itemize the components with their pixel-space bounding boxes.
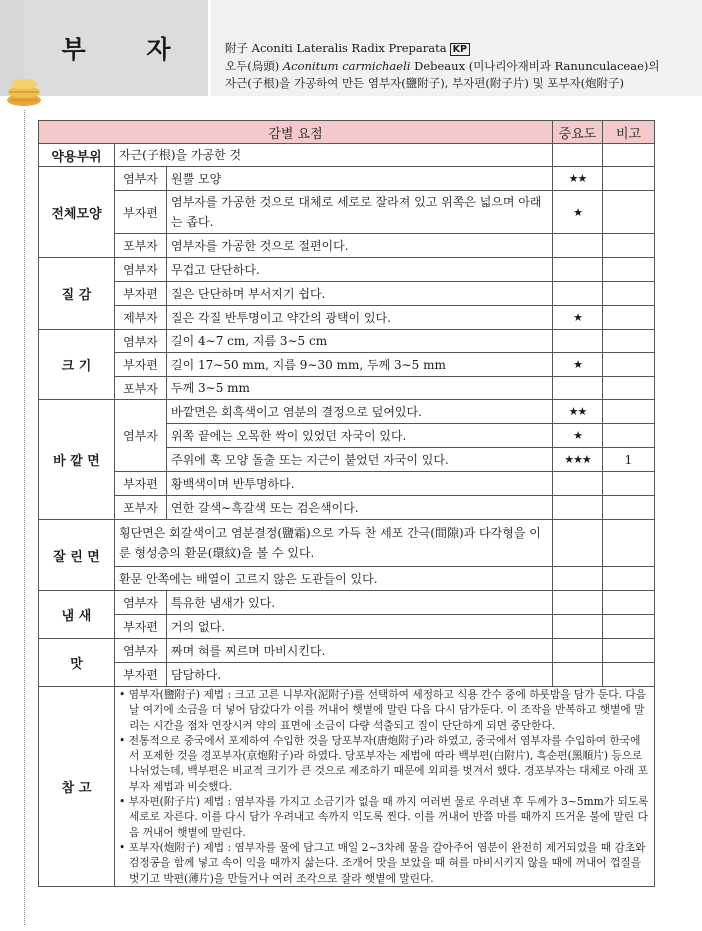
remark-cell: [603, 639, 655, 663]
description-cell: 길이 17∼50 mm, 지름 9∼30 mm, 두께 3∼5 mm: [167, 353, 553, 377]
remark-cell: [603, 424, 655, 448]
subtype-cell: 부자편: [115, 615, 167, 639]
subtype-cell: 염부자: [115, 167, 167, 191]
importance-cell: [553, 639, 603, 663]
subtype-cell: 부자편: [115, 282, 167, 306]
table-row: [39, 567, 655, 591]
margin-dotted-line: [24, 110, 25, 925]
remark-cell: [603, 234, 655, 258]
species-name: Aconitum carmichaeli: [282, 59, 411, 73]
remark-cell: [603, 282, 655, 306]
remark-cell: [603, 167, 655, 191]
table-row: [39, 615, 655, 639]
remark-cell: [603, 258, 655, 282]
remark-cell: [603, 520, 655, 567]
subtype-cell: 염부자: [115, 591, 167, 615]
table-row: [39, 330, 655, 353]
table-row: [39, 306, 655, 330]
remark-cell: [603, 191, 655, 234]
importance-cell: ★★: [553, 167, 603, 191]
remark-cell: [603, 400, 655, 424]
reference-bullet: • 염부자(鹽附子) 제법 : 크고 고른 니부자(泥附子)를 선택하여 세정하고 식용 간수 중에 하룻밤을 담가 둔다. 다음 날 여기에 소금을 더 넣어 담갔다가 이를 꺼내어 햇볕에 말린 다음 다시 담가둔다. 이 조작을 반복하고 햇볕에 말리는 시간을 점차 연장시켜 약의 표면에 소금이 다량 석출되고 질이 단단하게 되면 중단한다.: [119, 688, 647, 732]
subtype-cell: 포부자: [115, 377, 167, 400]
description-cell: 염부자를 가공한 것으로 대체로 세로로 잘라져 있고 위쪽은 넓으며 아래는 좁다.: [167, 191, 553, 234]
importance-cell: [553, 472, 603, 496]
identification-table: [38, 120, 655, 887]
remark-cell: [603, 615, 655, 639]
description-cell: 질은 각질 반투명이고 약간의 광택이 있다.: [167, 306, 553, 330]
subtype-cell: 제부자: [115, 306, 167, 330]
description-cell: 주위에 혹 모양 돌출 또는 지근이 붙었던 자국이 있다.: [167, 448, 553, 472]
description-cell: 위쪽 끝에는 오목한 싹이 있었던 자국이 있다.: [167, 424, 553, 448]
importance-cell: ★: [553, 191, 603, 234]
importance-cell: ★: [553, 353, 603, 377]
importance-cell: [553, 234, 603, 258]
category-cell: 참 고: [39, 687, 115, 887]
table-row: [39, 591, 655, 615]
description-cell: 길이 4∼7 cm, 지름 3∼5 cm: [167, 330, 553, 353]
subtype-cell: 부자편: [115, 191, 167, 234]
description-cell: 두께 3∼5 mm: [167, 377, 553, 400]
latin-name-line: [225, 40, 470, 56]
subtype-cell: 염부자: [115, 400, 167, 472]
remark-cell: [603, 567, 655, 591]
importance-cell: [553, 567, 603, 591]
header-info: [211, 0, 702, 96]
table-row: [39, 520, 655, 567]
category-cell: 질 감: [39, 258, 115, 330]
category-cell: 냄 새: [39, 591, 115, 639]
importance-cell: [553, 377, 603, 400]
table-row: [39, 377, 655, 400]
description-cell: 특유한 냄새가 있다.: [167, 591, 553, 615]
header-remark: 비고: [603, 121, 655, 144]
description-cell: 황백색이며 반투명하다.: [167, 472, 553, 496]
importance-cell: [553, 663, 603, 687]
remark-cell: [603, 377, 655, 400]
importance-cell: [553, 520, 603, 567]
table-row: [39, 167, 655, 191]
subtype-cell: 부자편: [115, 472, 167, 496]
description-cell: 담담하다.: [167, 663, 553, 687]
category-cell: 잘 린 면: [39, 520, 115, 591]
importance-cell: ★★★: [553, 448, 603, 472]
subtype-cell: 염부자: [115, 258, 167, 282]
category-cell: 크 기: [39, 330, 115, 400]
latin-name: 附子 Aconiti Lateralis Radix Preparata: [225, 41, 447, 55]
origin-line: [225, 58, 660, 74]
importance-cell: [553, 144, 603, 167]
category-cell: 약용부위: [39, 144, 115, 167]
header-row: [39, 121, 655, 144]
remark-cell: [603, 353, 655, 377]
table-row: [39, 687, 655, 887]
subtype-cell: 포부자: [115, 234, 167, 258]
remark-cell: 1: [603, 448, 655, 472]
importance-cell: [553, 615, 603, 639]
title-box: [24, 0, 208, 96]
importance-cell: [553, 496, 603, 520]
page-title: 부 자: [61, 35, 197, 64]
table-row: [39, 144, 655, 167]
importance-cell: ★: [553, 306, 603, 330]
description-line: 자근(子根)을 가공하여 만든 염부자(鹽附子), 부자편(附子片) 및 포부자(炮附子): [225, 76, 625, 90]
table-row: [39, 258, 655, 282]
subtype-cell: 부자편: [115, 353, 167, 377]
remark-cell: [603, 330, 655, 353]
table-row: [39, 353, 655, 377]
table-row: [39, 234, 655, 258]
reference-bullet: • 부자편(附子片) 제법 : 염부자를 가지고 소금기가 없을 때 까지 여러번 물로 우려낸 후 두께가 3∼5mm가 되도록 세로로 자른다. 이를 다시 담가 우려내고 속까지 익도록 찐다. 이를 꺼내어 반쯤 마를 때까지 뜨거운 불에 말린 다음 꺼내어 햇볕에 말린다.: [119, 795, 649, 839]
description-cell: 거의 없다.: [167, 615, 553, 639]
description-cell: 자근(子根)을 가공한 것: [115, 144, 553, 167]
description-cell: 횡단면은 회갈색이고 염분결정(鹽霜)으로 가득 찬 세포 간극(間隙)과 다각형을 이룬 형성층의 환문(環紋)을 볼 수 있다.: [115, 520, 553, 567]
remark-cell: [603, 591, 655, 615]
subtype-cell: 포부자: [115, 496, 167, 520]
table-row: [39, 663, 655, 687]
subtype-cell: 염부자: [115, 639, 167, 663]
origin-plant: 오두(烏頭): [225, 59, 283, 73]
subtype-cell: 염부자: [115, 330, 167, 353]
description-cell: 환문 안쪽에는 배열이 고르지 않은 도관들이 있다.: [115, 567, 553, 591]
table-row: [39, 639, 655, 663]
remark-cell: [603, 663, 655, 687]
herb-bundle-icon: [4, 74, 44, 108]
description-cell: 원뿔 모양: [167, 167, 553, 191]
description-cell: 무겁고 단단하다.: [167, 258, 553, 282]
importance-cell: [553, 258, 603, 282]
description-cell: 질은 단단하며 부서지기 쉽다.: [167, 282, 553, 306]
remark-cell: [603, 306, 655, 330]
importance-cell: [553, 591, 603, 615]
family-name: Debeaux (미나리아재비과 Ranunculaceae)의: [410, 59, 660, 73]
importance-cell: ★★: [553, 400, 603, 424]
table-row: [39, 191, 655, 234]
table-row: [39, 400, 655, 424]
table-row: [39, 496, 655, 520]
reference-notes: [115, 687, 655, 887]
header-main: 감별 요점: [39, 121, 553, 144]
reference-bullet: • 전통적으로 중국에서 포제하여 수입한 것을 당포부자(唐炮附子)라 하였고, 중국에서 염부자를 수입하여 한국에서 포제한 것을 경포부자(京炮附子)라 하였다. 당포부자는 제법에 따라 백부편(白附片), 흑순편(黑順片) 등으로 나뉘었는데, 백부편은 비교적 크기가 큰 것으로 제조하기 때문에 외피를 벗겨서 했다. 경포부자는 대체로 아래 포부자 제법과 비슷했다.: [119, 733, 648, 793]
description-cell: 바깥면은 회흑색이고 염분의 결정으로 덮여있다.: [167, 400, 553, 424]
description-cell: 연한 갈색∼흑갈색 또는 검은색이다.: [167, 496, 553, 520]
description-cell: 염부자를 가공한 것으로 절편이다.: [167, 234, 553, 258]
header-importance: 중요도: [553, 121, 603, 144]
category-cell: 바 깥 면: [39, 400, 115, 520]
importance-cell: [553, 282, 603, 306]
description-cell: 짜며 혀를 찌르며 마비시킨다.: [167, 639, 553, 663]
importance-cell: ★: [553, 424, 603, 448]
remark-cell: [603, 144, 655, 167]
subtype-cell: 부자편: [115, 663, 167, 687]
category-cell: 맛: [39, 639, 115, 687]
category-cell: 전체모양: [39, 167, 115, 258]
importance-cell: [553, 330, 603, 353]
table-row: [39, 282, 655, 306]
reference-bullet: • 포부자(炮附子) 제법 : 염부자를 물에 담그고 매일 2∼3차례 물을 갈아주어 염분이 완전히 제거되었을 때 감초와 검정콩을 함께 넣고 속이 익을 때까지 삶는다. 조개어 맛을 보았을 때 혀를 마비시키지 않을 때에 꺼내어 껍질을 벗기고 박편(薄片)을 만들거나 여러 조각으로 잘라 햇볕에 말린다.: [119, 840, 646, 885]
table-row: [39, 472, 655, 496]
remark-cell: [603, 496, 655, 520]
remark-cell: [603, 472, 655, 496]
kp-badge: KP: [450, 43, 470, 56]
